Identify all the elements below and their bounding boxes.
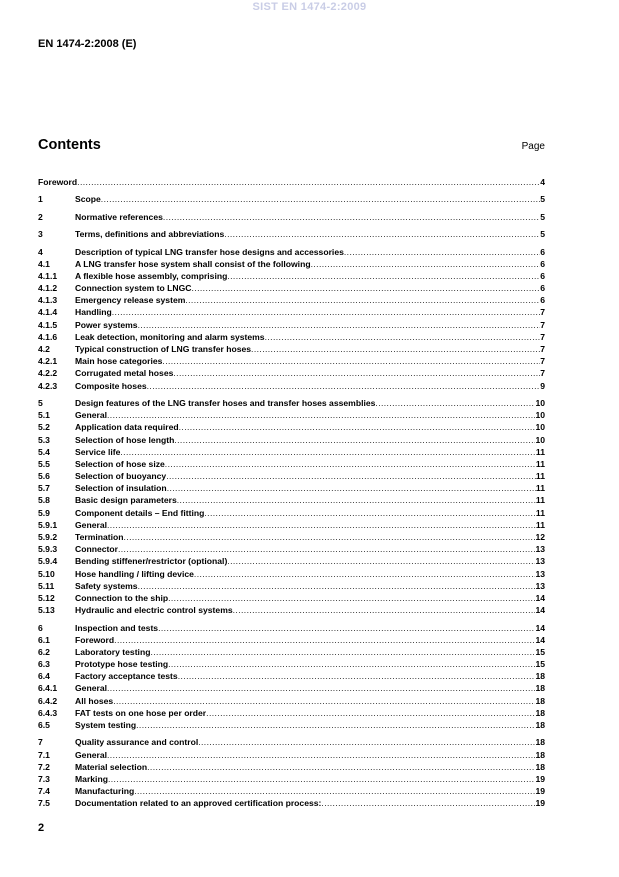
watermark: SIST EN 1474-2:2009 xyxy=(252,1,367,13)
toc-entry[interactable] xyxy=(38,683,545,695)
toc-entry[interactable] xyxy=(38,194,545,206)
page-column-label: Page xyxy=(521,141,545,152)
toc-entry-title: Typical construction of LNG transfer hoses xyxy=(75,344,252,354)
toc-entry-title: Normative references xyxy=(75,211,163,222)
toc-entry[interactable] xyxy=(38,307,545,319)
toc-entry-title: Composite hoses xyxy=(75,380,147,391)
toc-entry-title: System testing xyxy=(75,720,137,730)
toc-entry-page: 18 xyxy=(535,737,545,748)
toc-entry-title: Foreword xyxy=(38,177,78,187)
toc-entry[interactable] xyxy=(38,398,545,410)
toc-entry-number: 5.2 xyxy=(38,422,50,433)
toc-entry-title: General xyxy=(75,749,108,760)
dot-leader xyxy=(150,647,535,657)
toc-entry-page: 19 xyxy=(535,773,545,784)
toc-entry-number: 5.3 xyxy=(38,434,50,445)
dot-leader xyxy=(179,422,536,432)
toc-entry-page: 14 xyxy=(535,622,545,633)
toc-entry[interactable] xyxy=(38,435,545,447)
toc-entry[interactable] xyxy=(38,737,545,749)
toc-entry-title: Marking xyxy=(75,773,108,784)
toc-entry-page: 6 xyxy=(540,246,545,257)
toc-entry-number: 4.1.2 xyxy=(38,283,58,294)
dot-leader xyxy=(174,435,535,445)
toc-entry-number: 7.5 xyxy=(38,798,50,809)
toc-entry-number: 3 xyxy=(38,229,43,240)
toc-entry-page: 19 xyxy=(535,786,545,797)
dot-leader xyxy=(158,623,535,633)
toc-entry-number: 4.1.3 xyxy=(38,295,58,306)
toc-entry-title: Basic design parameters xyxy=(75,495,177,506)
toc-entry-number: 5.8 xyxy=(38,495,50,506)
toc-entry[interactable] xyxy=(38,344,545,356)
dot-leader xyxy=(185,295,540,305)
toc-entry-number: 5.11 xyxy=(38,580,55,591)
toc-entry[interactable] xyxy=(38,247,545,259)
toc-entry-title: Hose handling / lifting device xyxy=(75,568,194,579)
dot-leader xyxy=(168,659,535,669)
toc-entry-number: 4 xyxy=(38,246,43,257)
toc-entry-page: 10 xyxy=(535,434,545,445)
toc-entry-title: Terms, definitions and abbreviations xyxy=(75,229,225,240)
toc-entry-page: 7 xyxy=(540,356,545,367)
toc-entry-title: Scope xyxy=(75,194,101,205)
dot-leader xyxy=(107,683,535,693)
toc-entry-number: 6.5 xyxy=(38,720,50,730)
toc-entry-title: Description of typical LNG transfer hose designs and accessories xyxy=(75,246,344,257)
toc-entry-number: 6.4.1 xyxy=(38,683,58,694)
toc-entry-title: Material selection xyxy=(75,761,148,772)
dot-leader xyxy=(147,762,535,772)
toc-entry-page: 4 xyxy=(540,177,545,187)
dot-leader xyxy=(166,471,536,481)
dot-leader xyxy=(198,737,535,747)
toc-entry-page: 6 xyxy=(540,295,545,306)
toc-entry-number: 7.4 xyxy=(38,786,50,797)
dot-leader xyxy=(344,247,540,257)
toc-entry-title: Termination xyxy=(75,532,124,542)
toc-entry[interactable] xyxy=(38,368,545,380)
toc-entry[interactable] xyxy=(38,520,545,532)
toc-entry-title: General xyxy=(75,410,108,421)
toc-entry[interactable] xyxy=(38,720,545,732)
toc-entry[interactable] xyxy=(38,410,545,422)
toc-entry[interactable] xyxy=(38,332,545,344)
toc-entry-page: 18 xyxy=(535,671,545,682)
toc-entry[interactable] xyxy=(38,229,545,241)
dot-leader xyxy=(163,212,540,222)
dot-leader xyxy=(77,177,540,187)
toc-entry-page: 14 xyxy=(535,634,545,645)
toc-entry[interactable] xyxy=(38,708,545,720)
toc-entry-page: 10 xyxy=(535,397,545,408)
toc-entry[interactable] xyxy=(38,381,545,393)
toc-entry-title: Factory acceptance tests xyxy=(75,671,178,682)
toc-entry[interactable] xyxy=(38,271,545,283)
toc-entry-page: 7 xyxy=(540,319,545,330)
toc-entry[interactable] xyxy=(38,762,545,774)
toc-entry[interactable] xyxy=(38,635,545,647)
toc-entry[interactable] xyxy=(38,471,545,483)
toc-entry-page: 10 xyxy=(535,422,545,433)
toc-entry-page: 5 xyxy=(540,229,545,240)
toc-entry-page: 18 xyxy=(535,749,545,760)
toc-entry-title: FAT tests on one hose per order xyxy=(75,707,207,718)
toc-entry-title: Service life xyxy=(75,446,121,457)
toc-entry-title: Inspection and tests xyxy=(75,622,159,633)
dot-leader xyxy=(233,605,536,615)
toc-entry[interactable] xyxy=(38,259,545,271)
toc-entry[interactable] xyxy=(38,495,545,507)
toc-entry-number: 5.7 xyxy=(38,483,50,494)
toc-entry-title: Connection system to LNGC xyxy=(75,283,192,294)
toc-entry-number: 4.2.3 xyxy=(38,380,58,391)
toc-entry-number: 5.9 xyxy=(38,507,50,518)
dot-leader xyxy=(134,786,535,796)
dot-leader xyxy=(107,410,535,420)
toc-entry-page: 18 xyxy=(535,707,545,718)
toc-entry-title: A flexible hose assembly, comprising xyxy=(75,270,228,281)
toc-entry-number: 5 xyxy=(38,397,43,408)
toc-entry-page: 15 xyxy=(535,659,545,670)
toc-entry-number: 4.1.6 xyxy=(38,331,58,342)
toc-entry[interactable] xyxy=(38,605,545,617)
toc-entry-title: Leak detection, monitoring and alarm systems xyxy=(75,331,265,342)
toc-entry-number: 4.2.2 xyxy=(38,368,58,379)
toc-entry[interactable] xyxy=(38,356,545,368)
dot-leader xyxy=(124,532,536,542)
toc-entry-title: Foreword xyxy=(75,634,115,645)
toc-entry-number: 1 xyxy=(38,194,43,205)
toc-entry-title: All hoses xyxy=(75,695,114,706)
toc-entry-title: Selection of hose length xyxy=(75,434,175,445)
toc-entry-page: 11 xyxy=(535,446,545,457)
toc-entry-page: 13 xyxy=(535,580,545,591)
toc-entry-number: 7.3 xyxy=(38,773,50,784)
toc-entry-title: Selection of insulation xyxy=(75,483,167,494)
toc-entry-page: 7 xyxy=(540,344,545,354)
toc-entry-number: 4.1 xyxy=(38,258,50,269)
toc-entry-number: 4.1.1 xyxy=(38,270,58,281)
dot-leader xyxy=(168,593,535,603)
dot-leader xyxy=(251,344,540,354)
toc-entry-number: 5.6 xyxy=(38,471,50,482)
toc-entry-number: 5.9.4 xyxy=(38,556,58,567)
toc-entry[interactable] xyxy=(38,671,545,683)
toc-entry[interactable] xyxy=(38,212,545,224)
toc-entry-page: 18 xyxy=(535,720,545,730)
dot-leader xyxy=(118,544,535,554)
toc-entry-title: Manufacturing xyxy=(75,786,135,797)
dot-leader xyxy=(321,798,535,808)
dot-leader xyxy=(206,708,535,718)
toc-entry[interactable] xyxy=(38,623,545,635)
toc-entry[interactable] xyxy=(38,750,545,762)
toc-entry-number: 4.2.1 xyxy=(38,356,58,367)
dot-leader xyxy=(311,259,541,269)
toc-entry-title: Emergency release system xyxy=(75,295,186,306)
toc-entry-number: 4.1.5 xyxy=(38,319,58,330)
toc-entry-page: 6 xyxy=(540,270,545,281)
dot-leader xyxy=(101,194,540,204)
toc-entry-page: 12 xyxy=(535,532,545,542)
toc-entry-page: 13 xyxy=(535,556,545,567)
toc-entry-title: Safety systems xyxy=(75,580,138,591)
toc-entry-page: 11 xyxy=(535,495,545,506)
page-title: Contents xyxy=(38,137,101,153)
toc-entry-page: 13 xyxy=(535,544,545,555)
toc-entry[interactable] xyxy=(38,295,545,307)
toc-entry-page: 7 xyxy=(540,307,545,318)
dot-leader xyxy=(108,774,535,784)
toc-entry-page: 18 xyxy=(535,761,545,772)
toc-entry-title: Corrugated metal hoses xyxy=(75,368,174,379)
toc-entry-number: 5.4 xyxy=(38,446,50,457)
toc-entry-page: 11 xyxy=(535,458,545,469)
dot-leader xyxy=(147,381,541,391)
dot-leader xyxy=(227,556,535,566)
toc-entry-page: 6 xyxy=(540,283,545,294)
toc-entry-page: 14 xyxy=(535,592,545,603)
dot-leader xyxy=(227,271,540,281)
dot-leader xyxy=(138,320,541,330)
toc-entry-title: Selection of hose size xyxy=(75,458,165,469)
toc-entry-page: 13 xyxy=(535,568,545,579)
toc-entry-page: 19 xyxy=(535,798,545,809)
dot-leader xyxy=(265,332,541,342)
toc-entry-page: 11 xyxy=(535,519,545,530)
toc-entry-title: Laboratory testing xyxy=(75,646,151,657)
toc-entry-number: 6 xyxy=(38,622,43,633)
dot-leader xyxy=(138,581,536,591)
toc-entry[interactable] xyxy=(38,569,545,581)
toc-entry-title: Selection of buoyancy xyxy=(75,471,167,482)
dot-leader xyxy=(107,520,536,530)
toc-entry-number: 6.2 xyxy=(38,646,50,657)
toc-entry-number: 2 xyxy=(38,211,43,222)
toc-entry-page: 5 xyxy=(540,211,545,222)
toc-entry-title: Power systems xyxy=(75,319,138,330)
dot-leader xyxy=(120,447,536,457)
toc-entry-page: 10 xyxy=(535,410,545,421)
toc-entry[interactable] xyxy=(38,593,545,605)
toc-entry[interactable] xyxy=(38,422,545,434)
toc-entry[interactable] xyxy=(38,659,545,671)
toc-entry-page: 9 xyxy=(540,380,545,391)
dot-leader xyxy=(112,307,540,317)
toc-entry[interactable] xyxy=(38,483,545,495)
toc-entry[interactable] xyxy=(38,581,545,593)
toc-entry-number: 5.12 xyxy=(38,592,55,603)
toc-entry-title: General xyxy=(75,519,108,530)
dot-leader xyxy=(204,508,536,518)
page-number: 2 xyxy=(38,822,45,834)
toc-entry-number: 6.4.3 xyxy=(38,707,58,718)
dot-leader xyxy=(192,283,541,293)
toc-entry-title: Prototype hose testing xyxy=(75,659,169,670)
toc-entry-number: 5.9.1 xyxy=(38,519,58,530)
toc-entry-number: 7 xyxy=(38,737,43,748)
toc-entry-page: 14 xyxy=(535,605,545,616)
dot-leader xyxy=(177,495,536,505)
dot-leader xyxy=(136,720,535,730)
dot-leader xyxy=(114,635,535,645)
toc-entry-title: Quality assurance and control xyxy=(75,737,199,748)
toc-entry-page: 11 xyxy=(535,471,545,482)
toc-entry-title: Design features of the LNG transfer hoses and transfer hoses assemblies xyxy=(75,397,376,408)
toc-entry-number: 4.2 xyxy=(38,344,50,354)
toc-entry-number: 5.9.2 xyxy=(38,532,58,542)
dot-leader xyxy=(113,696,535,706)
dot-leader xyxy=(194,569,536,579)
toc-entry-title: Bending stiffener/restrictor (optional) xyxy=(75,556,228,567)
toc-entry-title: Documentation related to an approved certification process: xyxy=(75,798,322,809)
toc-entry-title: Handling xyxy=(75,307,112,318)
toc-entry[interactable] xyxy=(38,798,545,810)
toc-entry-title: Main hose categories xyxy=(75,356,163,367)
toc-entry-number: 7.1 xyxy=(38,749,50,760)
toc-entry-title: Connection to the ship xyxy=(75,592,169,603)
toc-entry-title: Application data required xyxy=(75,422,179,433)
toc-entry-page: 11 xyxy=(535,507,545,518)
dot-leader xyxy=(173,368,540,378)
toc-entry-page: 5 xyxy=(540,194,545,205)
toc-entry[interactable] xyxy=(38,532,545,544)
toc-entry[interactable] xyxy=(38,556,545,568)
toc-entry-page: 11 xyxy=(535,483,545,494)
toc-entry-number: 4.1.4 xyxy=(38,307,58,318)
toc-entry[interactable] xyxy=(38,774,545,786)
toc-entry-title: General xyxy=(75,683,108,694)
toc-entry-page: 18 xyxy=(535,683,545,694)
document-header: EN 1474-2:2008 (E) xyxy=(38,38,137,50)
toc-entry[interactable] xyxy=(38,283,545,295)
toc-entry-page: 7 xyxy=(540,368,545,379)
toc-entry-page: 15 xyxy=(535,646,545,657)
toc-entry-number: 5.1 xyxy=(38,410,50,421)
toc-entry-number: 7.2 xyxy=(38,761,50,772)
toc-entry[interactable] xyxy=(38,447,545,459)
toc-entry-title: Hydraulic and electric control systems xyxy=(75,605,233,616)
toc-entry-page: 6 xyxy=(540,258,545,269)
toc-entry-title: Connector xyxy=(75,544,118,555)
toc-entry-number: 5.10 xyxy=(38,568,55,579)
toc-entry-number: 6.4 xyxy=(38,671,50,682)
table-of-contents xyxy=(38,177,545,811)
toc-entry-title: A LNG transfer hose system shall consist of the following xyxy=(75,258,311,269)
toc-entry[interactable] xyxy=(38,696,545,708)
toc-entry[interactable] xyxy=(38,320,545,332)
dot-leader xyxy=(224,229,540,239)
dot-leader xyxy=(107,750,535,760)
toc-entry-title: Component details – End fitting xyxy=(75,507,205,518)
toc-entry[interactable] xyxy=(38,647,545,659)
toc-entry-number: 6.3 xyxy=(38,659,50,670)
dot-leader xyxy=(375,398,535,408)
toc-entry[interactable] xyxy=(38,459,545,471)
toc-entry-number: 5.5 xyxy=(38,458,50,469)
toc-entry-number: 5.9.3 xyxy=(38,544,58,555)
dot-leader xyxy=(165,459,536,469)
dot-leader xyxy=(167,483,536,493)
toc-entry-number: 6.4.2 xyxy=(38,695,58,706)
dot-leader xyxy=(162,356,540,366)
dot-leader xyxy=(178,671,536,681)
toc-entry-number: 6.1 xyxy=(38,634,50,645)
toc-entry-number: 5.13 xyxy=(38,605,55,616)
toc-entry[interactable] xyxy=(38,508,545,520)
toc-entry-page: 18 xyxy=(535,695,545,706)
toc-entry[interactable] xyxy=(38,177,545,189)
toc-entry[interactable] xyxy=(38,544,545,556)
toc-entry-page: 7 xyxy=(540,331,545,342)
toc-entry[interactable] xyxy=(38,786,545,798)
